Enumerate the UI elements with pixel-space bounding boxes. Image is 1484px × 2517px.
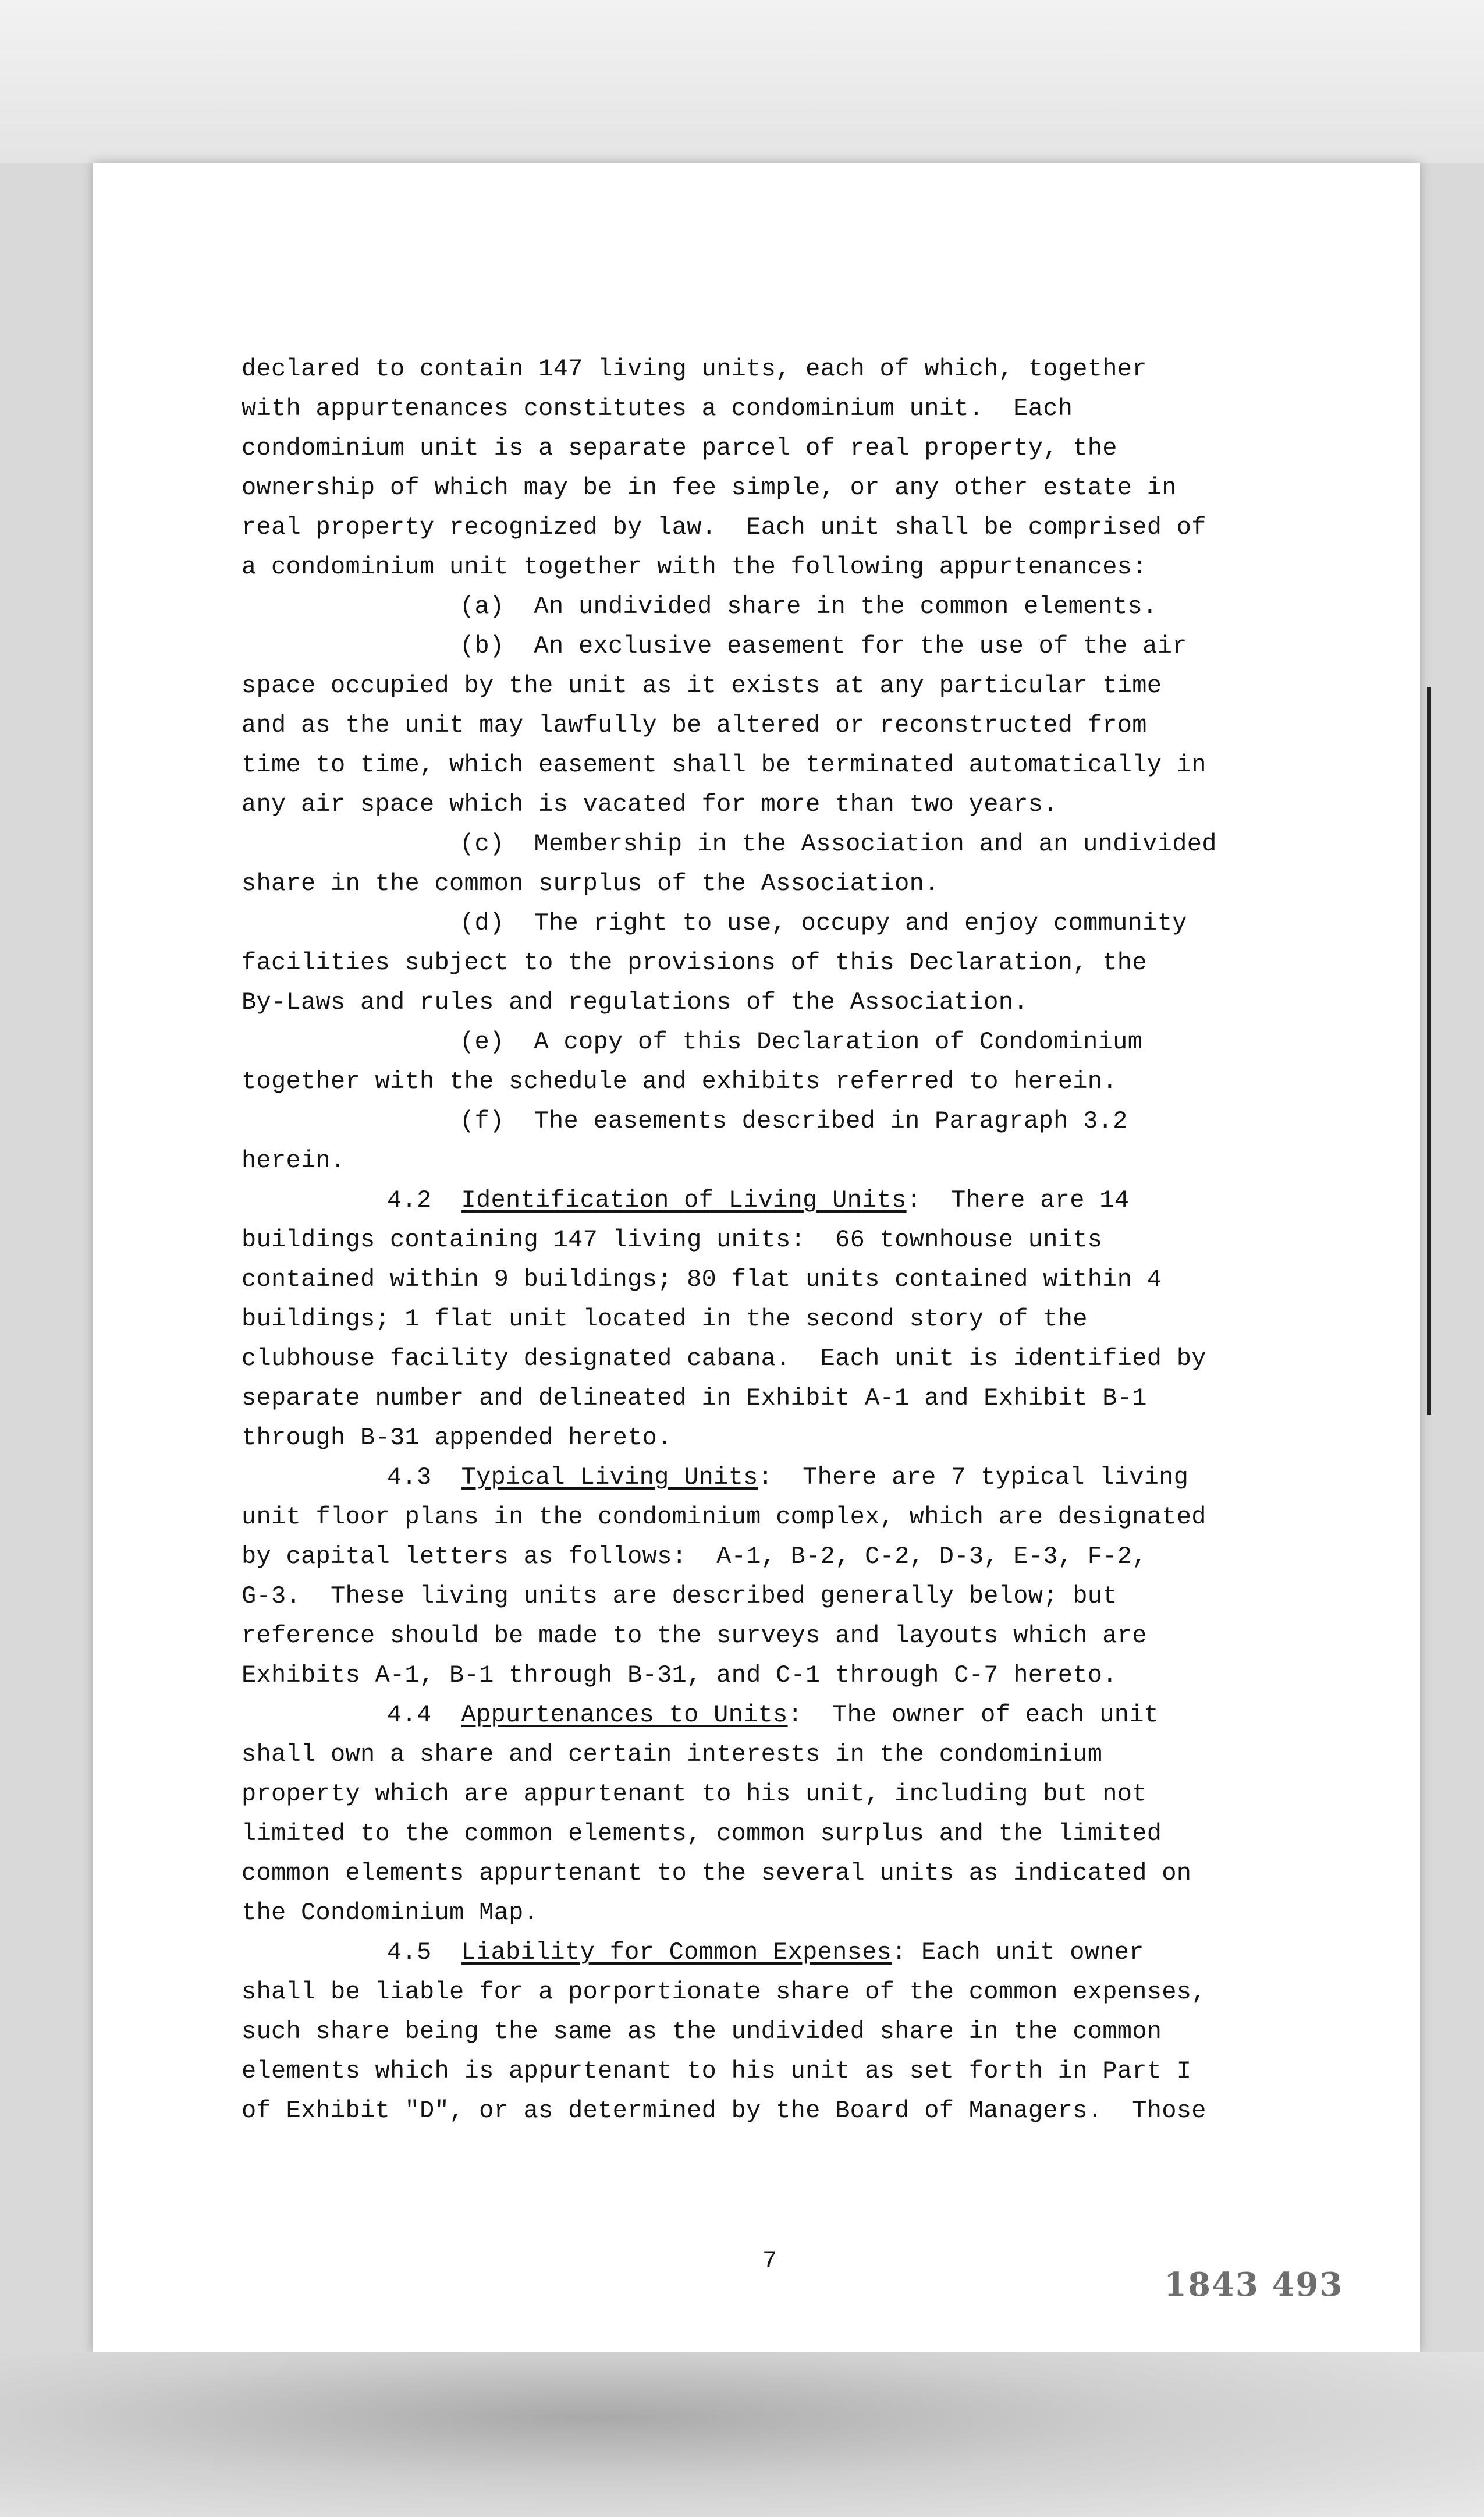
page-number: 7 <box>762 2247 777 2275</box>
scan-binding-mark <box>1427 687 1431 1415</box>
text-line: by capital letters as follows: A-1, B-2, C-2, D-3, E-3, F-2, <box>242 1543 1147 1571</box>
text-line: a condominium unit together with the following appurtenances: <box>242 553 1147 581</box>
text-line: through B-31 appended hereto. <box>242 1424 672 1452</box>
text-line: separate number and delineated in Exhibit A-1 and Exhibit B-1 <box>242 1384 1147 1412</box>
text-line: By-Laws and rules and regulations of the Association. <box>242 988 1028 1016</box>
section-title: Liability for Common Expenses <box>461 1938 892 1966</box>
text-line: shall be liable for a porportionate share of the common expenses, <box>242 1978 1206 2006</box>
text-line: property which are appurtenant to his unit, including but not <box>242 1780 1147 1808</box>
section-lead: : There are 14 <box>906 1186 1130 1214</box>
text-line: any air space which is vacated for more than two years. <box>242 790 1058 818</box>
text-line: herein. <box>242 1147 346 1175</box>
section-number: 4.4 <box>387 1701 432 1729</box>
text-line: with appurtenances constitutes a condominium unit. Each <box>242 395 1073 423</box>
scan-margin-top <box>0 0 1484 163</box>
text-line: buildings; 1 flat unit located in the second story of the <box>242 1305 1088 1333</box>
book-page-stamp: 1843 493 <box>1164 2266 1344 2304</box>
text-line: shall own a share and certain interests in the condominium <box>242 1740 1103 1768</box>
text-line: Exhibits A-1, B-1 through B-31, and C-1 through C-7 hereto. <box>242 1661 1117 1689</box>
text-line: together with the schedule and exhibits referred to herein. <box>242 1068 1117 1096</box>
text-line: elements which is appurtenant to his unit as set forth in Part I <box>242 2057 1192 2085</box>
item-d-first: (d) The right to use, occupy and enjoy community <box>460 909 1187 937</box>
text-line: clubhouse facility designated cabana. Each unit is identified by <box>242 1345 1206 1373</box>
item-a: (a) An undivided share in the common elements. <box>460 593 1158 621</box>
text-line: time to time, which easement shall be terminated automatically in <box>242 751 1206 779</box>
text-line: contained within 9 buildings; 80 flat units contained within 4 <box>242 1265 1162 1293</box>
section-4-5-heading <box>242 1933 1283 1972</box>
text-line: and as the unit may lawfully be altered or reconstructed from <box>242 711 1147 739</box>
text-line: common elements appurtenant to the several units as indicated on <box>242 1859 1192 1887</box>
item-c-first: (c) Membership in the Association and an undivided <box>460 830 1217 858</box>
text-line: share in the common surplus of the Association. <box>242 870 939 898</box>
section-number: 4.2 <box>387 1186 432 1214</box>
section-4-3-heading <box>242 1458 1283 1497</box>
text-line: the Condominium Map. <box>242 1899 539 1927</box>
text-line: declared to contain 147 living units, each of which, together <box>242 355 1147 383</box>
text-line: reference should be made to the surveys and layouts which are <box>242 1622 1147 1650</box>
section-title: Appurtenances to Units <box>461 1701 788 1729</box>
item-f-first: (f) The easements described in Paragraph 3.2 <box>460 1107 1128 1135</box>
scan-margin-bottom <box>0 2352 1484 2517</box>
text-line: unit floor plans in the condominium complex, which are designated <box>242 1503 1206 1531</box>
item-e-first: (e) A copy of this Declaration of Condominium <box>460 1028 1143 1056</box>
text-line: ownership of which may be in fee simple, or any other estate in <box>242 474 1177 502</box>
section-title: Typical Living Units <box>461 1463 758 1491</box>
item-b-first: (b) An exclusive easement for the use of the air <box>460 632 1187 660</box>
text-line: real property recognized by law. Each unit shall be comprised of <box>242 513 1206 541</box>
text-line: limited to the common elements, common surplus and the limited <box>242 1820 1162 1848</box>
section-4-4-heading <box>242 1695 1283 1735</box>
section-lead: : There are 7 typical living <box>758 1463 1189 1491</box>
text-line: space occupied by the unit as it exists at any particular time <box>242 672 1162 700</box>
text-line: such share being the same as the undivided share in the common <box>242 2018 1162 2045</box>
section-lead: : The owner of each unit <box>787 1701 1159 1729</box>
section-4-2-heading <box>242 1180 1283 1220</box>
text-line: G-3. These living units are described generally below; but <box>242 1582 1117 1610</box>
document-body <box>242 349 1283 2130</box>
text-line: condominium unit is a separate parcel of real property, the <box>242 434 1117 462</box>
section-title: Identification of Living Units <box>461 1186 907 1214</box>
text-line: of Exhibit "D", or as determined by the Board of Managers. Those <box>242 2097 1206 2125</box>
text-line: facilities subject to the provisions of this Declaration, the <box>242 949 1147 977</box>
section-lead: : Each unit owner <box>892 1938 1144 1966</box>
section-number: 4.5 <box>387 1938 432 1966</box>
section-number: 4.3 <box>387 1463 432 1491</box>
text-line: buildings containing 147 living units: 66 townhouse units <box>242 1226 1103 1254</box>
